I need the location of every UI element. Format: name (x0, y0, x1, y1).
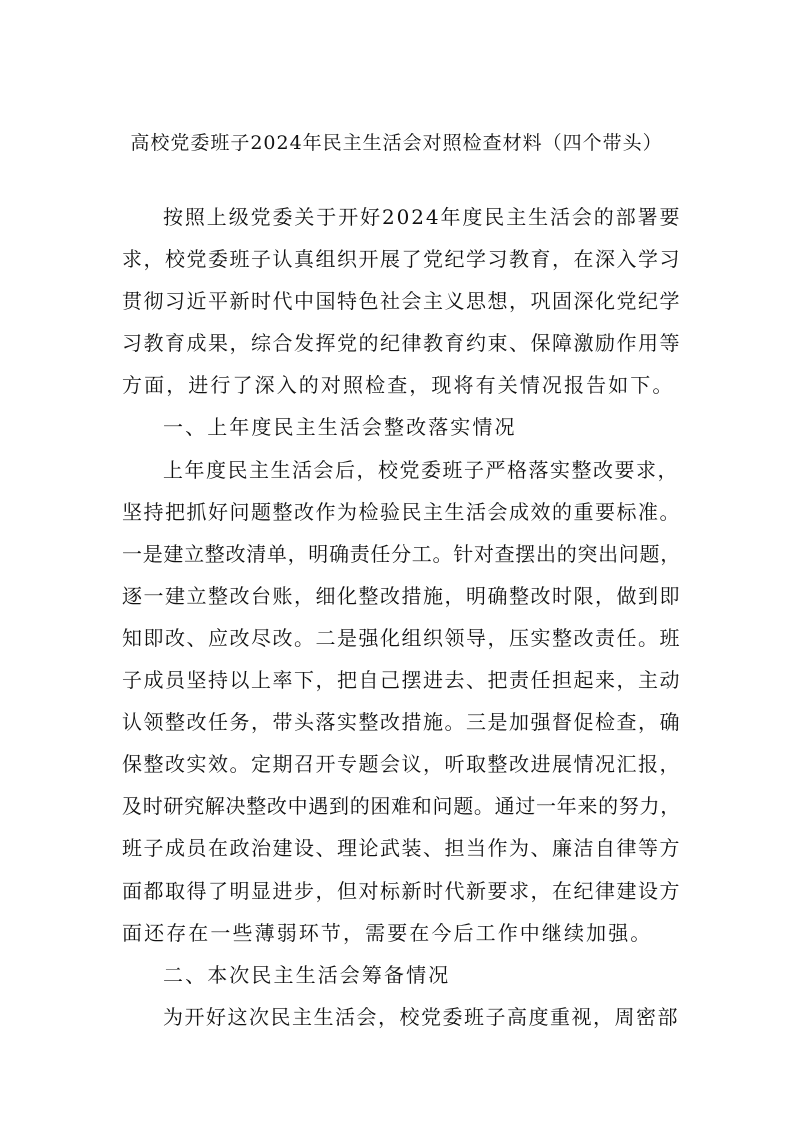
body-line: 保整改实效。定期召开专题会议，听取整改进展情况汇报， (122, 752, 681, 777)
body-line: 班子成员在政治建设、理论武装、担当作为、廉洁自律等方 (122, 836, 681, 861)
body-line: 求，校党委班子认真组织开展了党纪学习教育，在深入学习 (122, 247, 681, 272)
body-line: 二、本次民主生活会筹备情况 (163, 962, 451, 987)
body-line: 面都取得了明显进步，但对标新时代新要求，在纪律建设方 (122, 878, 681, 903)
body-line: 习教育成果，综合发挥党的纪律教育约束、保障激励作用等 (122, 331, 681, 356)
body-line: 贯彻习近平新时代中国特色社会主义思想，巩固深化党纪学 (122, 289, 681, 314)
body-line: 为开好这次民主生活会，校党委班子高度重视，周密部 (163, 1004, 679, 1029)
body-line: 面还存在一些薄弱环节，需要在今后工作中继续加强。 (122, 920, 653, 945)
body-line: 逐一建立整改台账，细化整改措施，明确整改时限，做到即 (122, 583, 681, 608)
body-line: 坚持把抓好问题整改作为检验民主生活会成效的重要标准。 (122, 499, 681, 524)
body-line: 及时研究解决整改中遇到的困难和问题。通过一年来的努力， (122, 794, 681, 819)
body-line: 认领整改任务，带头落实整改措施。三是加强督促检查，确 (122, 710, 681, 735)
body-line: 一、上年度民主生活会整改落实情况 (163, 415, 517, 440)
body-line: 上年度民主生活会后，校党委班子严格落实整改要求， (163, 457, 679, 482)
body-line: 子成员坚持以上率下，把自己摆进去、把责任担起来，主动 (122, 668, 681, 693)
body-line: 一是建立整改清单，明确责任分工。针对查摆出的突出问题， (122, 541, 681, 566)
body-line: 知即改、应改尽改。二是强化组织领导，压实整改责任。班 (122, 625, 681, 650)
document-body (122, 196, 682, 1038)
body-line: 方面，进行了深入的对照检查，现将有关情况报告如下。 (122, 373, 675, 398)
document-title: 高校党委班子2024年民主生活会对照检查材料（四个带头） (130, 132, 663, 154)
body-line: 按照上级党委关于开好2024年度民主生活会的部署要 (163, 205, 682, 229)
